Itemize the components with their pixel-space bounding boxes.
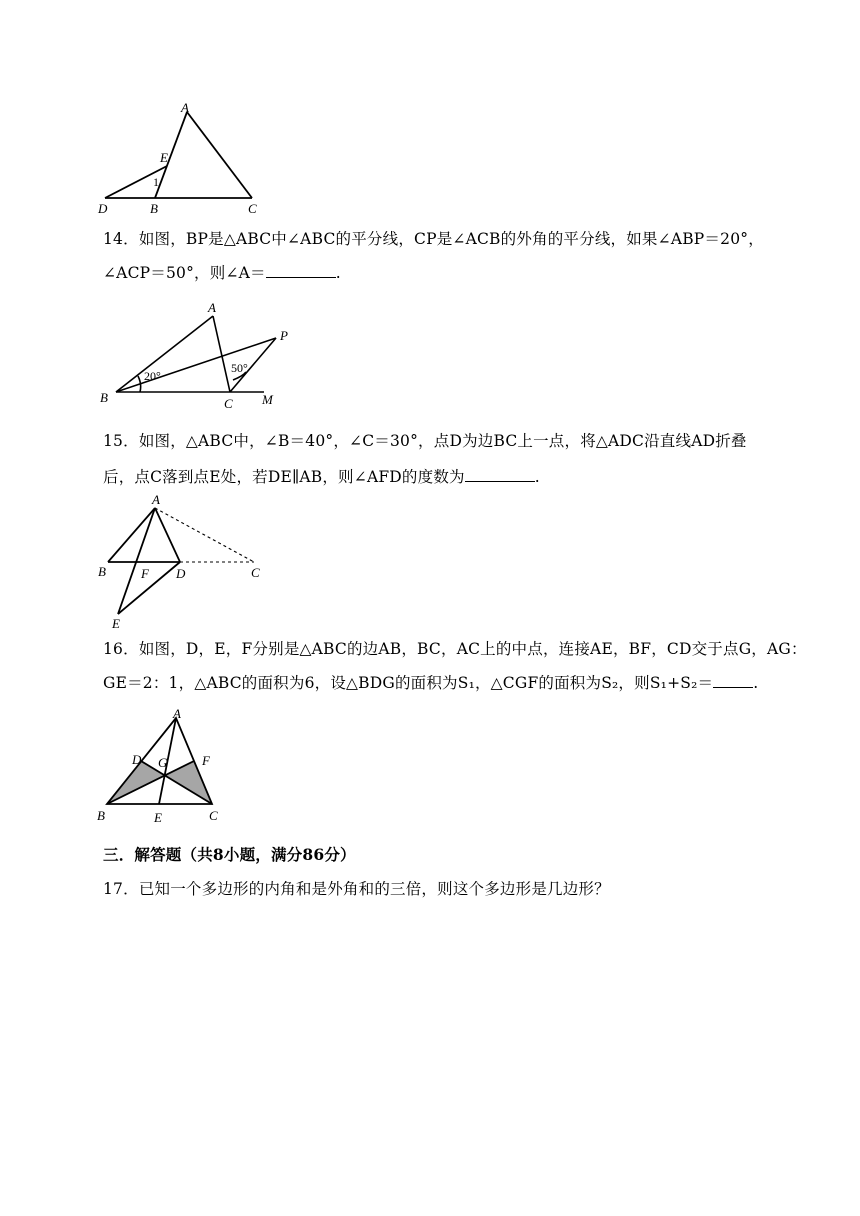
label-B: B bbox=[98, 564, 106, 579]
q14-period: . bbox=[335, 264, 341, 282]
label-C: C bbox=[251, 565, 260, 580]
label-B: B bbox=[100, 390, 108, 405]
median-diagram-q16 bbox=[94, 706, 234, 824]
fold-diagram-q15 bbox=[94, 492, 274, 632]
figure-q15 bbox=[94, 492, 274, 632]
label-C: C bbox=[224, 396, 233, 411]
label-A: A bbox=[152, 492, 160, 507]
label-D: D bbox=[132, 752, 142, 767]
q15-line-2 bbox=[103, 466, 793, 488]
angle-1-label: 1 bbox=[153, 175, 159, 189]
label-B: B bbox=[150, 201, 158, 216]
label-P: P bbox=[280, 328, 288, 343]
label-E: E bbox=[154, 810, 162, 825]
q14-line-1 bbox=[103, 228, 793, 250]
q15-line-1 bbox=[103, 430, 793, 452]
q16-text-1: 16．如图，D，E，F分别是△ABC的边AB，BC，AC上的中点，连接AE，BF，CD交于点G，AG： bbox=[103, 640, 807, 658]
label-A: A bbox=[181, 100, 189, 115]
angle-20-label: 20° bbox=[144, 369, 161, 383]
section-heading: 三．解答题（共8小题，满分86分） bbox=[103, 845, 356, 864]
figure-q14 bbox=[98, 298, 308, 410]
angle-50-label: 50° bbox=[231, 361, 248, 375]
q17-line bbox=[103, 878, 793, 900]
triangle-diagram-q13 bbox=[95, 100, 270, 218]
label-F: F bbox=[141, 566, 149, 581]
q16-line-1 bbox=[103, 638, 807, 660]
label-G: G bbox=[158, 755, 168, 770]
answer-blank-q16 bbox=[713, 673, 753, 688]
label-F: F bbox=[202, 753, 210, 768]
q14-line-2 bbox=[103, 262, 793, 284]
q15-text-1: 15．如图，△ABC中，∠B＝40°，∠C＝30°，点D为边BC上一点，将△ADC沿直线AD折叠 bbox=[103, 432, 747, 450]
q14-text-1: 14．如图，BP是△ABC中∠ABC的平分线，CP是∠ACB的外角的平分线，如果∠ABP＝20°， bbox=[103, 230, 764, 248]
q17-text: 17．已知一个多边形的内角和是外角和的三倍，则这个多边形是几边形？ bbox=[103, 880, 610, 898]
label-C: C bbox=[209, 808, 218, 823]
figure-q16 bbox=[94, 706, 234, 824]
q15-text-2: 后，点C落到点E处，若DE∥AB，则∠AFD的度数为 bbox=[103, 468, 465, 486]
label-C: C bbox=[248, 201, 257, 216]
label-E: E bbox=[160, 150, 168, 165]
answer-blank-q15 bbox=[465, 467, 535, 482]
q15-period: . bbox=[534, 468, 540, 486]
label-A: A bbox=[173, 706, 181, 721]
label-E: E bbox=[112, 616, 120, 631]
label-M: M bbox=[262, 392, 273, 407]
q16-period: . bbox=[753, 674, 759, 692]
label-A: A bbox=[208, 300, 216, 315]
q14-text-2: ∠ACP＝50°，则∠A＝ bbox=[103, 264, 266, 282]
triangle-diagram-q14 bbox=[98, 298, 308, 410]
figure-q13 bbox=[95, 100, 270, 218]
label-B: B bbox=[97, 808, 105, 823]
q16-line-2 bbox=[103, 672, 793, 694]
label-D: D bbox=[176, 566, 186, 581]
label-D: D bbox=[98, 201, 108, 216]
answer-blank-q14 bbox=[266, 263, 336, 278]
q16-text-2: GE＝2：1，△ABC的面积为6，设△BDG的面积为S₁，△CGF的面积为S₂，则S₁+S₂＝ bbox=[103, 674, 714, 692]
